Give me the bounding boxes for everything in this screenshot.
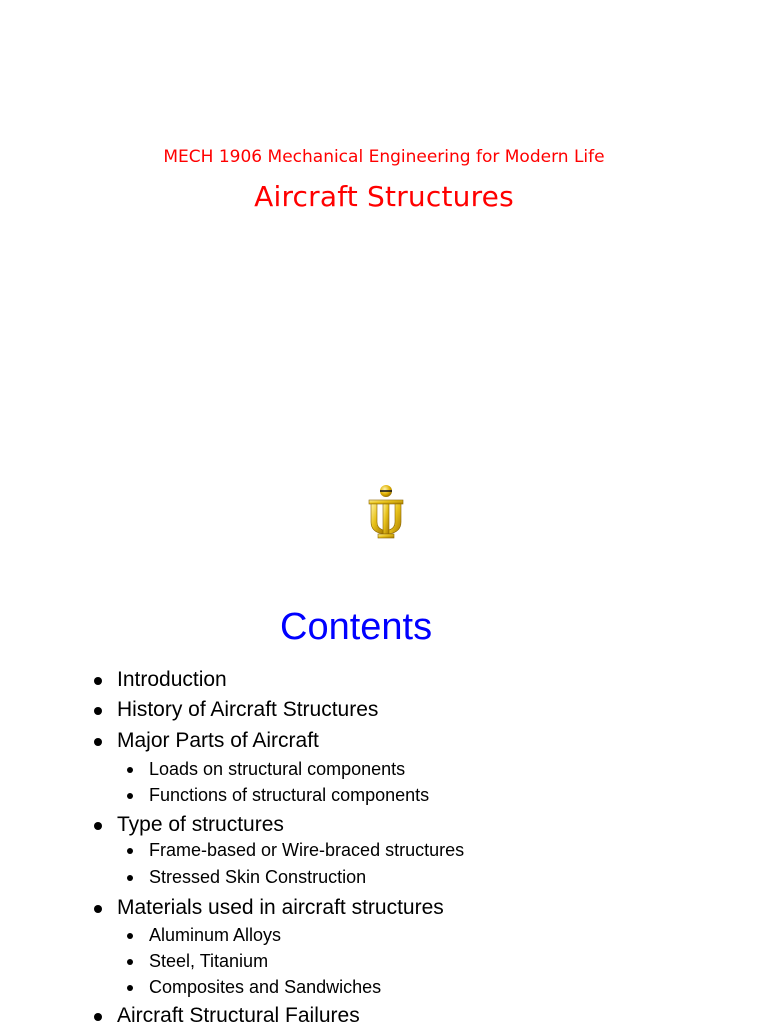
contents-item-label: Stressed Skin Construction — [149, 867, 367, 887]
contents-subitem — [149, 759, 405, 780]
contents-item-label: Aluminum Alloys — [149, 925, 282, 945]
contents-item-label: Introduction — [117, 668, 227, 691]
bullet-icon — [127, 793, 133, 799]
contents-subitem — [149, 840, 464, 861]
bullet-icon — [94, 677, 102, 685]
bullet-icon — [127, 875, 133, 881]
contents-item-label: Major Parts of Aircraft — [117, 729, 319, 752]
bullet-icon — [94, 738, 102, 746]
contents-item-label: Type of structures — [117, 813, 284, 836]
slide-title: Aircraft Structures — [254, 180, 514, 213]
contents-item-label: Aircraft Structural Failures — [117, 1004, 360, 1024]
bullet-icon — [127, 933, 133, 939]
bullet-icon — [127, 959, 133, 965]
contents-item-label: History of Aircraft Structures — [117, 698, 379, 721]
bullet-icon — [94, 1013, 102, 1021]
contents-subitem — [149, 951, 268, 972]
bullet-icon — [127, 848, 133, 854]
contents-item-label: Steel, Titanium — [149, 951, 269, 971]
contents-item-label: Materials used in aircraft structures — [117, 896, 444, 919]
contents-item — [117, 668, 227, 692]
contents-item — [117, 729, 319, 753]
contents-subitem — [149, 867, 366, 888]
contents-item-label: Frame-based or Wire-braced structures — [149, 840, 465, 860]
contents-subitem — [149, 785, 429, 806]
bullet-icon — [127, 767, 133, 773]
contents-item — [117, 813, 284, 837]
bullet-icon — [94, 905, 102, 913]
course-title: MECH 1906 Mechanical Engineering for Modern Life — [163, 147, 605, 167]
bullet-icon — [127, 985, 133, 991]
contents-item-label: Functions of structural components — [149, 785, 430, 805]
bullet-icon — [94, 822, 102, 830]
contents-subitem — [149, 977, 381, 998]
contents-subitem — [149, 925, 281, 946]
contents-item-label: Loads on structural components — [149, 759, 406, 779]
contents-item — [117, 896, 444, 920]
contents-item — [117, 698, 378, 722]
contents-heading: Contents — [280, 606, 433, 648]
contents-item — [117, 1004, 360, 1024]
bullet-icon — [94, 707, 102, 715]
contents-item-label: Composites and Sandwiches — [149, 977, 382, 997]
